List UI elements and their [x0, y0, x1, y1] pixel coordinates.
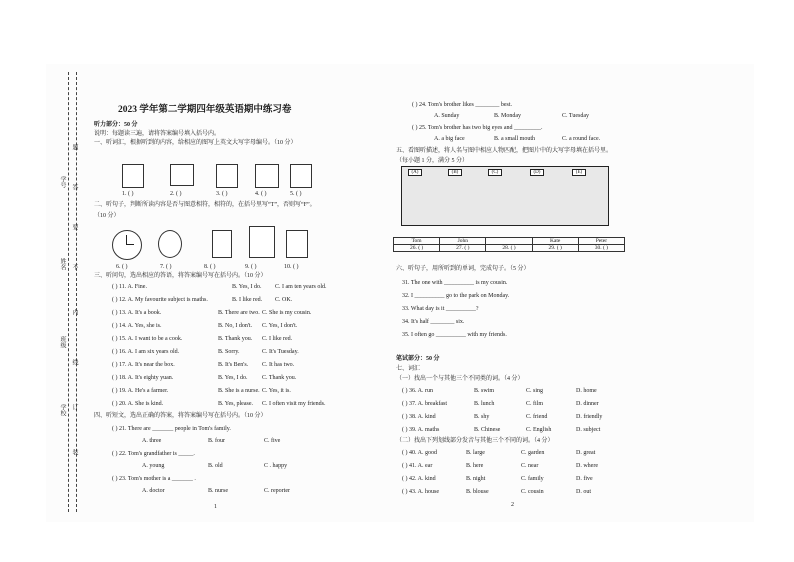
q42-d: D. five: [576, 476, 593, 482]
q41[interactable]: ( ) 41. A. ear: [402, 463, 433, 469]
section-5-score: （每小题 1 分，满分 5 分）: [396, 158, 469, 164]
q22-c: C . happy: [264, 463, 288, 469]
answer-27[interactable]: 27. ( ): [440, 245, 486, 252]
written-header: 笔试部分：50 分: [396, 356, 440, 362]
exam-sheet: [46, 64, 754, 522]
q21-c: C. five: [264, 438, 281, 444]
pic-letter: (D): [530, 169, 544, 176]
picture-5: [290, 164, 312, 188]
name-tom: Tom: [394, 238, 440, 245]
q15-c: C. I like red.: [262, 336, 293, 342]
q31[interactable]: 31. The one with __________ is my cousin.: [402, 280, 508, 286]
picture-2: [170, 164, 194, 186]
q13[interactable]: ( ) 13. A. It's a book.: [112, 310, 162, 316]
section-7-heading: 七、词汇: [396, 366, 421, 372]
q38-d: D. friendly: [576, 414, 603, 420]
q21-b: B. four: [208, 438, 225, 444]
q11[interactable]: ( ) 11. A. Fine.: [112, 284, 147, 290]
q37-b: B. lunch: [474, 401, 495, 407]
q41-d: D. where: [576, 463, 598, 469]
q16[interactable]: ( ) 16. A. I am six years old.: [112, 349, 180, 355]
q43-d: D. out: [576, 489, 591, 495]
answer-label[interactable]: 8. ( ): [204, 264, 216, 270]
name-john: John: [440, 238, 486, 245]
q19-b: B. She is a nurse.: [218, 388, 260, 394]
answer-label[interactable]: 10. ( ): [284, 264, 299, 270]
q12[interactable]: ( ) 12. A. My favourite subject is maths.: [112, 297, 208, 303]
answer-label[interactable]: 2. ( ): [170, 191, 182, 197]
q21-a: A. three: [142, 438, 162, 444]
picture-10: [286, 230, 308, 258]
instruction: 说明：每题读三遍，请将答案编号填入括号内。: [94, 131, 221, 137]
q43-b: B. blouse: [466, 489, 489, 495]
q20[interactable]: ( ) 20. A. She is kind.: [112, 401, 164, 407]
q42-c: C. family: [521, 476, 544, 482]
answer-28[interactable]: 28. ( ): [486, 245, 532, 252]
q43-c: C. cousin: [521, 489, 544, 495]
answer-label[interactable]: 4. ( ): [255, 191, 267, 197]
q33[interactable]: 33. What day is it __________?: [402, 306, 479, 312]
answer-label[interactable]: 5. ( ): [290, 191, 302, 197]
fold-char: 不: [71, 264, 77, 270]
q36-d: D. home: [576, 388, 597, 394]
q22-a: A. young: [142, 463, 165, 469]
margin-label-id: 学号: [59, 176, 65, 188]
fold-char: 内: [71, 309, 77, 315]
q39-b: B. Chinese: [474, 427, 501, 433]
picture-3: [216, 164, 238, 188]
fold-char: 订: [71, 404, 77, 410]
section-3-heading: 三、听问句，选出相应的答语，将答案编号写在括号内。（10 分）: [94, 273, 267, 279]
q17-b: B. It's Ben's.: [218, 362, 249, 368]
answer-label[interactable]: 7. ( ): [160, 264, 172, 270]
q23-b: B. nurse: [208, 488, 228, 494]
q23-a: A. doctor: [142, 488, 165, 494]
q35[interactable]: 35. I often go __________ with my friends.: [402, 332, 507, 338]
q43[interactable]: ( ) 43. A. house: [402, 489, 439, 495]
q19-c: C. Yes, it is.: [262, 388, 291, 394]
pic-letter: (B): [448, 169, 462, 176]
q40-c: C. garden: [521, 450, 545, 456]
blank-cell: [486, 238, 532, 245]
page-title: 2023 学年第二学期四年级英语期中练习卷: [118, 105, 292, 115]
q25-c: C. a round face.: [562, 136, 601, 142]
q32[interactable]: 32. I __________ go to the park on Monday.: [402, 293, 510, 299]
q22[interactable]: ( ) 22. Tom's grandfather is _____.: [112, 451, 195, 457]
q20-c: C. I often visit my friends.: [262, 401, 326, 407]
q22-b: B. old: [208, 463, 223, 469]
q24-b: B. Monday: [494, 113, 521, 119]
section-2-score: （10 分）: [94, 213, 120, 219]
name-kate: Kate: [532, 238, 578, 245]
q12-c: C. OK.: [275, 297, 293, 303]
fold-char: 题: [71, 144, 77, 150]
q39-d: D. subject: [576, 427, 601, 433]
name-peter: Peter: [578, 238, 624, 245]
q17-c: C. It has two.: [262, 362, 295, 368]
section-2-heading: 二、听句子，判断所读内容是否与图意相符，相符的，在括号里写“T”，否则写“F”。: [94, 202, 316, 208]
pic-letter: (E): [572, 169, 586, 176]
section-7b-heading: （二）找出下列划线部分发音与其他三个不同的词。（4 分）: [396, 438, 554, 444]
q11-b: B. Yes, I do.: [232, 284, 262, 290]
q14-c: C. Yes, I don't.: [262, 323, 298, 329]
q40-d: D. great: [576, 450, 596, 456]
match-table: [393, 237, 625, 252]
answer-29[interactable]: 29. ( ): [532, 245, 578, 252]
margin-label-name: 姓名: [59, 258, 65, 270]
q14-b: B. No, I don't.: [218, 323, 253, 329]
q12-b: B. I like red.: [232, 297, 263, 303]
picture-7: [158, 230, 182, 258]
fold-char: 装: [71, 449, 77, 455]
q42[interactable]: ( ) 42. A. kind: [402, 476, 436, 482]
q24[interactable]: ( ) 24. Tom's brother likes ________ best.: [412, 102, 513, 108]
q13-c: C. She is my cousin.: [262, 310, 312, 316]
q38-c: C. friend: [526, 414, 548, 420]
q15[interactable]: ( ) 15. A. I want to be a cook.: [112, 336, 183, 342]
section-4-heading: 四、听短文，选出正确的答案，将答案编号写在括号内。（10 分）: [94, 413, 267, 419]
answer-26[interactable]: 26. ( ): [394, 245, 440, 252]
section-7a-heading: （一）找出一个与其他三个不同类的词。（4 分）: [396, 376, 524, 382]
margin-label-class: 班级: [59, 336, 65, 348]
clock-picture: [112, 230, 142, 260]
answer-label[interactable]: 9. ( ): [245, 264, 257, 270]
q42-b: B. night: [466, 476, 486, 482]
listening-header: 听力部分：50 分: [94, 122, 138, 128]
q39-c: C. English: [526, 427, 552, 433]
margin-label-school: 学校: [59, 404, 65, 416]
q19[interactable]: ( ) 19. A. He's a farmer.: [112, 388, 169, 394]
answer-30[interactable]: 30. ( ): [578, 245, 624, 252]
picture-9: [249, 226, 275, 258]
q23[interactable]: ( ) 23. Tom's mother is a _______ .: [112, 476, 196, 482]
q40[interactable]: ( ) 40. A. good: [402, 450, 437, 456]
q37-c: C. film: [526, 401, 544, 407]
fold-char: 要: [71, 224, 77, 230]
pic-letter: (A): [408, 169, 422, 176]
q34[interactable]: 34. It's half ________ six.: [402, 319, 465, 325]
q41-c: C. near: [521, 463, 539, 469]
q36-b: B. swim: [474, 388, 495, 394]
q17[interactable]: ( ) 17. A. It's near the box.: [112, 362, 175, 368]
q18-c: C. Thank you.: [262, 375, 297, 381]
q21[interactable]: ( ) 21. There are _______ people in Tom's family.: [112, 426, 231, 432]
q11-c: C. I am ten years old.: [275, 284, 327, 290]
q39[interactable]: ( ) 39. A. maths: [402, 427, 440, 433]
q25[interactable]: ( ) 25. Tom's brother has two big eyes and _________.: [412, 125, 543, 131]
page-number: 1: [214, 504, 217, 510]
q24-a: A. Sunday: [434, 113, 460, 119]
section-1-heading: 一、听词汇，根据听到的内容，给相应的图写上英文大写字母编号。（10 分）: [94, 140, 297, 146]
q38-b: B. shy: [474, 414, 490, 420]
page-number: 2: [511, 502, 514, 508]
q25-b: B. a small mouth: [494, 136, 535, 142]
people-picture: [401, 166, 609, 226]
q16-b: B. Sorry.: [218, 349, 240, 355]
margin-line-right: [76, 72, 77, 512]
q15-b: B. Thank you.: [218, 336, 253, 342]
picture-1: [122, 164, 144, 188]
q36[interactable]: ( ) 36. A. run: [402, 388, 433, 394]
margin-line-left: [68, 72, 69, 512]
pic-letter: (C): [488, 169, 502, 176]
picture-8: [212, 230, 232, 258]
q37[interactable]: ( ) 37. A. breakfast: [402, 401, 447, 407]
q40-b: B. large: [466, 450, 485, 456]
q14[interactable]: ( ) 14. A. Yes, she is.: [112, 323, 162, 329]
section-5-heading: 五、看图听描述，将人名与图中相应人物匹配，把图片中的大写字母填在括号里。: [396, 148, 613, 154]
q13-b: B. There are two.: [218, 310, 260, 316]
q18[interactable]: ( ) 18. A. It's eighty yuan.: [112, 375, 174, 381]
q38[interactable]: ( ) 38. A. kind: [402, 414, 436, 420]
q37-d: D. dinner: [576, 401, 599, 407]
q36-c: C. sing: [526, 388, 544, 394]
fold-char: 线: [71, 359, 77, 365]
q20-b: B. Yes, please.: [218, 401, 254, 407]
answer-label[interactable]: 6. ( ): [116, 264, 128, 270]
answer-label[interactable]: 1. ( ): [122, 191, 134, 197]
q18-b: B. Yes, I do.: [218, 375, 248, 381]
answer-label[interactable]: 3. ( ): [216, 191, 228, 197]
q41-b: B. here: [466, 463, 484, 469]
q16-c: C. It's Tuesday.: [262, 349, 299, 355]
q23-c: C. reporter: [264, 488, 290, 494]
section-6-heading: 六、听句子，用所听到的单词，完成句子。（5 分）: [396, 266, 530, 272]
fold-char: 答: [71, 184, 77, 190]
picture-4: [255, 164, 279, 188]
q25-a: A. a big face: [434, 136, 465, 142]
q24-c: C. Tuesday: [562, 113, 590, 119]
